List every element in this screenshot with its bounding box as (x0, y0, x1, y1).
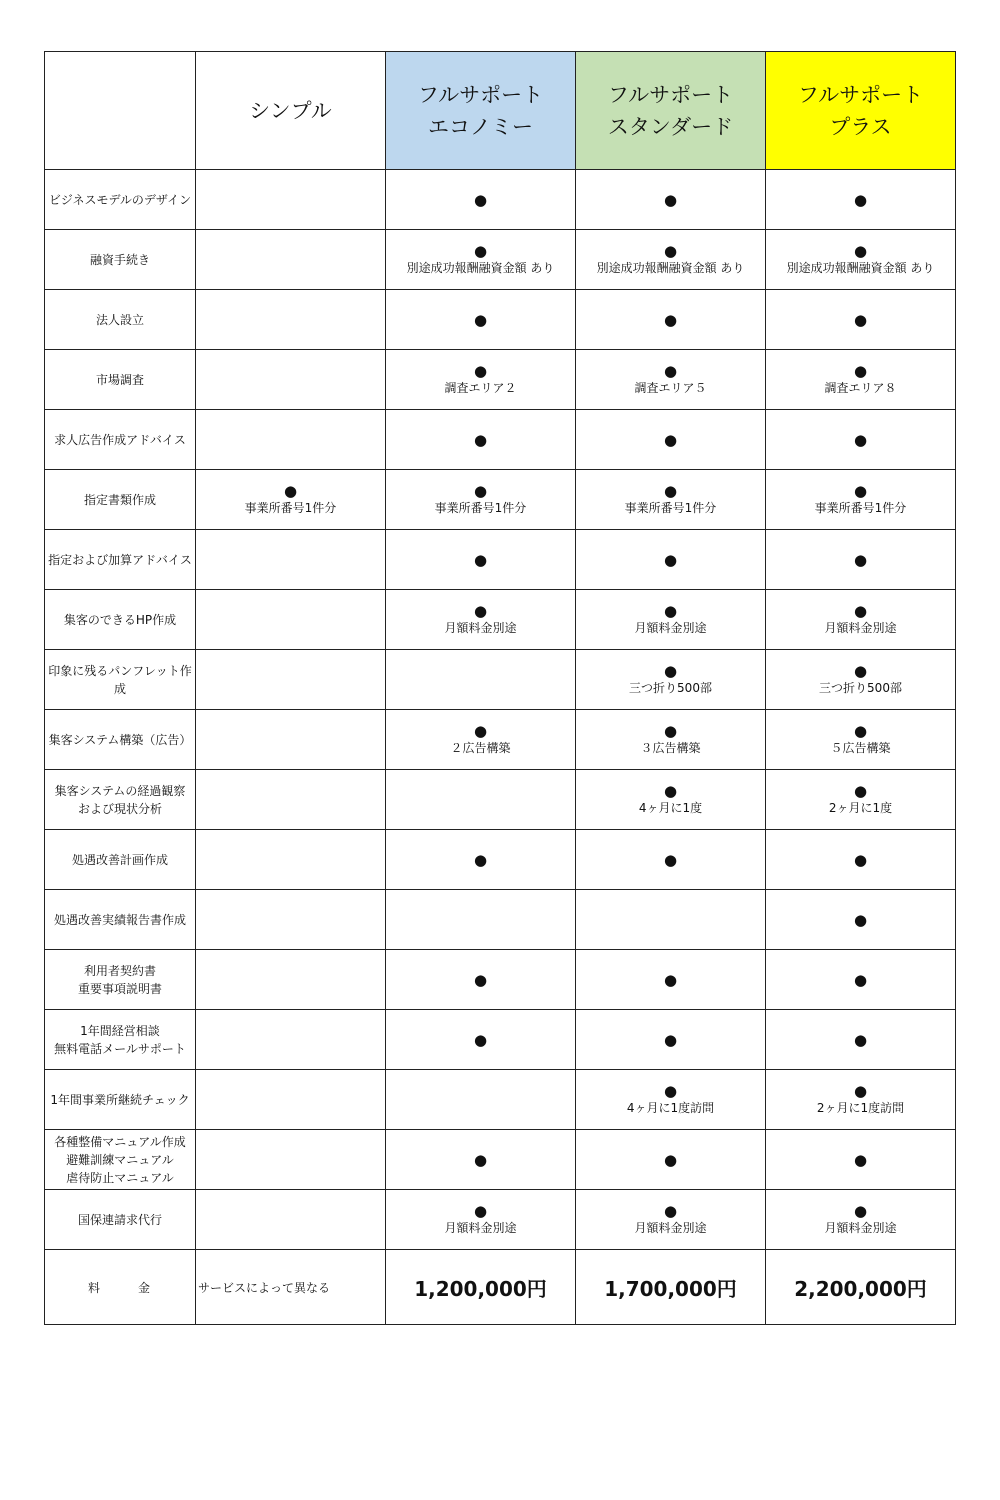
feature-name: 処遇改善実績報告書作成 (45, 890, 196, 950)
feature-row (45, 350, 956, 410)
feature-cell-economy (386, 890, 576, 950)
feature-cell-economy (386, 830, 576, 890)
feature-cell-standard (576, 890, 766, 950)
feature-cell-standard (576, 530, 766, 590)
feature-cell-simple (196, 710, 386, 770)
price-simple: サービスによって異なる (196, 1250, 386, 1325)
feature-note: 別途成功報酬融資金額 あり (786, 260, 935, 275)
price-label (45, 1250, 196, 1325)
included-dot-icon: ● (853, 970, 868, 989)
feature-row (45, 410, 956, 470)
feature-cell-plus (766, 230, 956, 290)
feature-note: 月額料金別途 (634, 1220, 707, 1235)
included-dot-icon: ● (663, 1081, 678, 1100)
included-dot-icon: ● (853, 310, 868, 329)
feature-note: 月額料金別途 (444, 620, 517, 635)
included-dot-icon: ● (853, 1150, 868, 1169)
included-dot-icon: ● (663, 601, 678, 620)
feature-cell-simple (196, 470, 386, 530)
feature-row (45, 530, 956, 590)
feature-note: 調査エリア８ (824, 380, 897, 395)
feature-cell-plus (766, 1070, 956, 1130)
feature-cell-plus (766, 530, 956, 590)
feature-cell-plus (766, 830, 956, 890)
included-dot-icon: ● (663, 781, 678, 800)
feature-cell-standard (576, 350, 766, 410)
feature-note: 別途成功報酬融資金額 あり (596, 260, 745, 275)
included-dot-icon: ● (473, 361, 488, 380)
included-dot-icon: ● (473, 481, 488, 500)
feature-cell-economy (386, 950, 576, 1010)
plan-comparison-table (44, 51, 956, 1325)
feature-note: 月額料金別途 (824, 620, 897, 635)
plan-header-plus: フルサポート プラス (766, 52, 956, 170)
feature-cell-standard (576, 170, 766, 230)
included-dot-icon: ● (663, 241, 678, 260)
feature-cell-economy (386, 410, 576, 470)
included-dot-icon: ● (663, 721, 678, 740)
feature-cell-economy (386, 590, 576, 650)
included-dot-icon: ● (663, 1201, 678, 1220)
feature-note: ５広告構築 (830, 740, 891, 755)
feature-name: 法人設立 (45, 290, 196, 350)
included-dot-icon: ● (663, 190, 678, 209)
feature-cell-standard (576, 950, 766, 1010)
feature-cell-economy (386, 230, 576, 290)
feature-note: 三つ折り500部 (629, 680, 712, 695)
feature-cell-economy (386, 290, 576, 350)
feature-cell-economy (386, 770, 576, 830)
included-dot-icon: ● (663, 430, 678, 449)
price-row (45, 1250, 956, 1325)
feature-cell-plus (766, 1130, 956, 1190)
included-dot-icon: ● (663, 1030, 678, 1049)
feature-cell-simple (196, 890, 386, 950)
feature-cell-economy (386, 710, 576, 770)
price-label-char-1: 料 (87, 1280, 102, 1295)
header-row (45, 52, 956, 170)
feature-row (45, 470, 956, 530)
feature-note: 事業所番号1件分 (814, 500, 907, 515)
feature-cell-economy (386, 1130, 576, 1190)
price-plus: 2,200,000円 (766, 1250, 956, 1325)
included-dot-icon: ● (853, 1201, 868, 1220)
feature-cell-economy (386, 1190, 576, 1250)
feature-cell-simple (196, 830, 386, 890)
plan-header-simple: シンプル (196, 52, 386, 170)
included-dot-icon: ● (853, 241, 868, 260)
included-dot-icon: ● (853, 550, 868, 569)
feature-cell-economy (386, 1010, 576, 1070)
feature-cell-simple (196, 1130, 386, 1190)
feature-cell-simple (196, 950, 386, 1010)
included-dot-icon: ● (473, 970, 488, 989)
included-dot-icon: ● (853, 661, 868, 680)
feature-cell-standard (576, 1130, 766, 1190)
feature-note: 2ヶ月に1度 (828, 800, 893, 815)
feature-note: 2ヶ月に1度訪問 (816, 1100, 905, 1115)
price-standard: 1,700,000円 (576, 1250, 766, 1325)
included-dot-icon: ● (473, 1150, 488, 1169)
included-dot-icon: ● (663, 361, 678, 380)
feature-row (45, 710, 956, 770)
feature-row (45, 650, 956, 710)
feature-cell-plus (766, 470, 956, 530)
feature-name: 集客システムの経過観察 および現状分析 (45, 770, 196, 830)
included-dot-icon: ● (473, 430, 488, 449)
feature-note: 4ヶ月に1度訪問 (626, 1100, 715, 1115)
feature-cell-standard (576, 710, 766, 770)
included-dot-icon: ● (853, 910, 868, 929)
feature-cell-plus (766, 590, 956, 650)
feature-name: 印象に残るパンフレット作成 (45, 650, 196, 710)
feature-cell-plus (766, 770, 956, 830)
header-corner-cell (45, 52, 196, 170)
price-economy: 1,200,000円 (386, 1250, 576, 1325)
feature-note: 事業所番号1件分 (244, 500, 337, 515)
feature-note: 月額料金別途 (444, 1220, 517, 1235)
feature-cell-plus (766, 1010, 956, 1070)
included-dot-icon: ● (473, 241, 488, 260)
included-dot-icon: ● (663, 1150, 678, 1169)
feature-cell-standard (576, 230, 766, 290)
included-dot-icon: ● (853, 481, 868, 500)
included-dot-icon: ● (853, 601, 868, 620)
feature-cell-plus (766, 710, 956, 770)
included-dot-icon: ● (853, 850, 868, 869)
feature-cell-economy (386, 470, 576, 530)
included-dot-icon: ● (473, 1201, 488, 1220)
feature-cell-economy (386, 350, 576, 410)
feature-note: 調査エリア５ (634, 380, 707, 395)
included-dot-icon: ● (663, 310, 678, 329)
included-dot-icon: ● (473, 550, 488, 569)
feature-name: 各種整備マニュアル作成 避難訓練マニュアル 虐待防止マニュアル (45, 1130, 196, 1190)
included-dot-icon: ● (853, 781, 868, 800)
feature-name: 集客システム構築（広告） (45, 710, 196, 770)
feature-cell-simple (196, 770, 386, 830)
feature-cell-simple (196, 650, 386, 710)
feature-cell-simple (196, 590, 386, 650)
feature-cell-economy (386, 170, 576, 230)
feature-cell-standard (576, 290, 766, 350)
feature-cell-standard (576, 1190, 766, 1250)
feature-note: ２広告構築 (450, 740, 511, 755)
feature-cell-standard (576, 1070, 766, 1130)
feature-cell-standard (576, 410, 766, 470)
included-dot-icon: ● (283, 481, 298, 500)
feature-cell-simple (196, 530, 386, 590)
included-dot-icon: ● (853, 1081, 868, 1100)
feature-name: 集客のできるHP作成 (45, 590, 196, 650)
feature-note: 事業所番号1件分 (434, 500, 527, 515)
feature-row (45, 950, 956, 1010)
feature-rows (45, 170, 956, 1250)
feature-note: 4ヶ月に1度 (638, 800, 703, 815)
feature-cell-standard (576, 650, 766, 710)
feature-note: 別途成功報酬融資金額 あり (406, 260, 555, 275)
feature-note: 月額料金別途 (634, 620, 707, 635)
feature-name: 融資手続き (45, 230, 196, 290)
feature-row (45, 890, 956, 950)
included-dot-icon: ● (473, 1030, 488, 1049)
feature-row (45, 1010, 956, 1070)
feature-cell-simple (196, 290, 386, 350)
included-dot-icon: ● (473, 190, 488, 209)
feature-cell-simple (196, 230, 386, 290)
feature-cell-plus (766, 350, 956, 410)
feature-cell-simple (196, 1190, 386, 1250)
feature-row (45, 170, 956, 230)
feature-cell-economy (386, 650, 576, 710)
feature-note: 三つ折り500部 (819, 680, 902, 695)
feature-name: 国保連請求代行 (45, 1190, 196, 1250)
feature-name: 指定書類作成 (45, 470, 196, 530)
feature-row (45, 290, 956, 350)
feature-row (45, 1190, 956, 1250)
feature-name: 利用者契約書 重要事項説明書 (45, 950, 196, 1010)
feature-cell-simple (196, 350, 386, 410)
feature-cell-economy (386, 1070, 576, 1130)
feature-cell-standard (576, 470, 766, 530)
included-dot-icon: ● (663, 970, 678, 989)
feature-name: 1年間事業所継続チェック (45, 1070, 196, 1130)
included-dot-icon: ● (853, 361, 868, 380)
included-dot-icon: ● (853, 430, 868, 449)
included-dot-icon: ● (473, 310, 488, 329)
included-dot-icon: ● (473, 601, 488, 620)
feature-cell-standard (576, 590, 766, 650)
included-dot-icon: ● (853, 190, 868, 209)
feature-row (45, 770, 956, 830)
feature-row (45, 230, 956, 290)
included-dot-icon: ● (473, 721, 488, 740)
feature-name: 市場調査 (45, 350, 196, 410)
feature-name: 指定および加算アドバイス (45, 530, 196, 590)
feature-note: 事業所番号1件分 (624, 500, 717, 515)
feature-name: 求人広告作成アドバイス (45, 410, 196, 470)
feature-cell-simple (196, 410, 386, 470)
feature-cell-plus (766, 410, 956, 470)
included-dot-icon: ● (853, 721, 868, 740)
feature-cell-plus (766, 950, 956, 1010)
feature-row (45, 1070, 956, 1130)
feature-cell-plus (766, 170, 956, 230)
plan-header-economy: フルサポート エコノミー (386, 52, 576, 170)
feature-cell-standard (576, 830, 766, 890)
feature-cell-plus (766, 890, 956, 950)
included-dot-icon: ● (663, 550, 678, 569)
feature-row (45, 1130, 956, 1190)
feature-cell-plus (766, 1190, 956, 1250)
plan-header-standard: フルサポート スタンダード (576, 52, 766, 170)
feature-cell-simple (196, 1010, 386, 1070)
feature-name: ビジネスモデルのデザイン (45, 170, 196, 230)
feature-note: ３広告構築 (640, 740, 701, 755)
feature-cell-simple (196, 170, 386, 230)
feature-row (45, 830, 956, 890)
feature-name: 1年間経営相談 無料電話メールサポート (45, 1010, 196, 1070)
feature-cell-plus (766, 650, 956, 710)
feature-cell-economy (386, 530, 576, 590)
feature-row (45, 590, 956, 650)
feature-cell-plus (766, 290, 956, 350)
included-dot-icon: ● (663, 481, 678, 500)
included-dot-icon: ● (663, 661, 678, 680)
included-dot-icon: ● (663, 850, 678, 869)
feature-cell-standard (576, 770, 766, 830)
included-dot-icon: ● (473, 850, 488, 869)
feature-cell-standard (576, 1010, 766, 1070)
feature-note: 調査エリア２ (444, 380, 517, 395)
included-dot-icon: ● (853, 1030, 868, 1049)
feature-cell-simple (196, 1070, 386, 1130)
feature-note: 月額料金別途 (824, 1220, 897, 1235)
feature-name: 処遇改善計画作成 (45, 830, 196, 890)
price-label-char-2: 金 (138, 1280, 153, 1295)
